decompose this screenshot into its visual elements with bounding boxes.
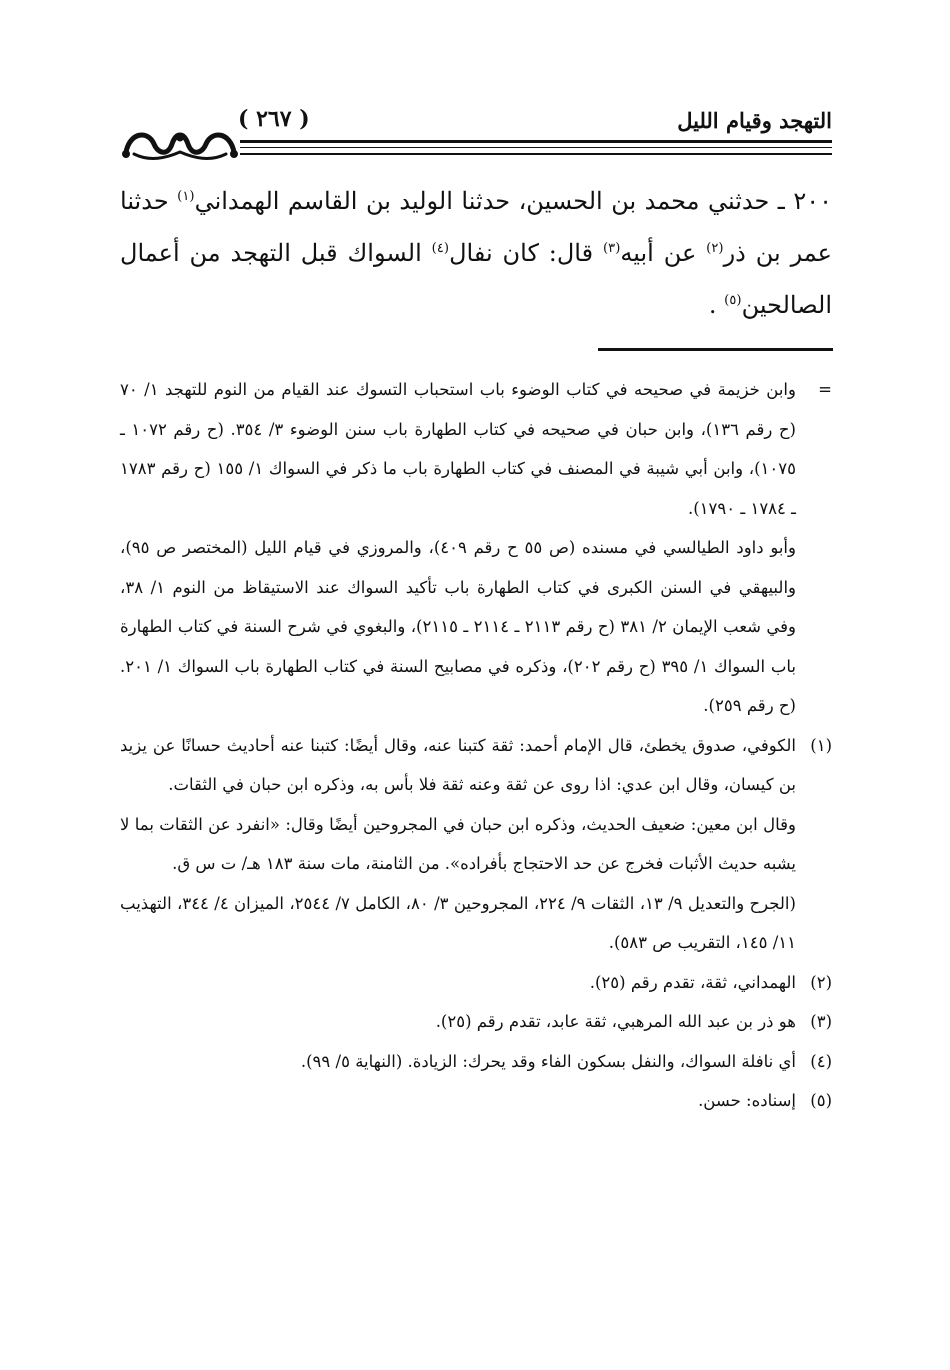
continuation-marker: =	[818, 380, 832, 399]
hadith-200	[120, 175, 832, 331]
hadith-text-a: عن أبيه	[620, 239, 707, 267]
footnote-1-para3: (الجرح والتعديل ٩/ ١٣، الثقات ٩/ ٢٢٤، المجروحين ٣/ ٨٠، الكامل ٧/ ٢٥٤٤، الميزان ٤/ ٣٤٤، التهذيب ١١/ ١٤٥، التقريب ص ٥٨٣).	[120, 893, 796, 952]
footnote-2-number: (٢)	[810, 972, 832, 992]
hadith-chain-cont: حدثنا عمر بن ذر	[120, 187, 833, 267]
footnote-4-number: (٤)	[810, 1051, 832, 1071]
footnote-1-text: الكوفي، صدوق يخطئ، قال الإمام أحمد: ثقة كتبنا عنه، وقال أيضًا: كتبنا عنه أحاديث حسانًا عن يزيد بن كيسان، وقال ابن عدي: اذا روى عن ثقة وعنه ثقة فلا بأس به، وذكره ابن حبان في الثقات.	[120, 735, 796, 794]
footnote-ref-3: (٣)	[602, 241, 621, 256]
hadith-chain-start: ٢٠٠ ـ حدثني محمد بن الحسين، حدثنا الوليد بن القاسم الهمداني	[194, 187, 832, 215]
hadith-text-c: السواك قبل التهجد من أعمال الصالحين	[120, 239, 832, 319]
footnote-5	[120, 1081, 832, 1121]
header-rule-bottom	[240, 153, 832, 155]
footnote-1	[120, 726, 832, 805]
footnote-5-text: إسناده: حسن.	[698, 1091, 796, 1110]
footnote-ref-5: (٥)	[724, 293, 742, 308]
footnote-2	[120, 963, 832, 1003]
footnote-5-number: (٥)	[810, 1091, 832, 1110]
footnotes	[120, 370, 832, 1121]
footnote-ref-2: (٢)	[706, 241, 724, 256]
footnote-separator	[598, 348, 833, 351]
footnote-1-number: (١)	[810, 735, 832, 755]
footnote-continuation-text: وابن خزيمة في صحيحه في كتاب الوضوء باب استحباب التسوك عند القيام من النوم للتهجد ١/ ٧٠ (ح رقم ١٣٦)، وابن حبان في صحيحه في كتاب الطهارة باب سنن الوضوء ٣/ ٣٥٤. (ح رقم ١٠٧٢ ـ ١٠٧٥)، وابن أبي شيبة في المصنف في كتاب الطهارة باب ما ذكر في السواك ١/ ١٥٥ (ح رقم ١٧٨٣ ـ ١٧٨٤ ـ ١٧٩٠).	[120, 380, 796, 518]
footnote-2-text: الهمداني، ثقة، تقدم رقم (٢٥).	[589, 972, 796, 992]
footnote-continuation	[120, 370, 832, 528]
header-rule-thick	[240, 140, 832, 143]
footnote-ref-4: (٤)	[431, 241, 450, 256]
footnote-4-text: أي نافلة السواك، والنفل بسكون الفاء وقد يحرك: الزيادة. (النهاية ٥/ ٩٩).	[300, 1051, 796, 1071]
footnote-continuation-para2: وأبو داود الطيالسي في مسنده (ص ٥٥ ح رقم ٤٠٩)، والمروزي في قيام الليل (المختصر ص ٩٥)، والبيهقي في السنن الكبرى في كتاب الطهارة باب تأكيد السواك عند الاستيقاظ من النوم ١/ ٣٨، وفي شعب الإيمان ٢/ ٣٨١ (ح رقم ٢١١٣ ـ ٢١١٤ ـ ٢١١٥)، والبغوي في شرح السنة في كتاب الطهارة باب السواك ١/ ٣٩٥ (ح رقم ٢٠٢)، وذكره في مصابيح السنة في كتاب الطهارة باب السواك ١/ ٢٠١. (ح رقم ٢٥٩).	[120, 538, 797, 715]
footnote-3-number: (٣)	[810, 1012, 832, 1031]
header-rule-thin	[240, 147, 832, 148]
main-text	[120, 175, 832, 331]
hadith-text-b: قال: كان نفال	[449, 239, 603, 267]
running-header-title: التهجد وقيام الليل	[677, 108, 832, 133]
footnote-3-text: هو ذر بن عبد الله المرهبي، ثقة عابد، تقدم رقم (٢٥).	[435, 1012, 796, 1031]
footnote-4	[120, 1042, 832, 1082]
hadith-end: .	[708, 291, 725, 319]
footnote-ref-1: (١)	[177, 189, 195, 204]
footnote-1-para2: وقال ابن معين: ضعيف الحديث، وذكره ابن حبان في المجروحين أيضًا وقال: «انفرد عن الثقات بما لا يشبه حديث الأثبات فخرج عن حد الاحتجاج بأفراده». من الثامنة، مات سنة ١٨٣ هـ/ ت س ق.	[120, 814, 796, 873]
page-number: ( ٢٦٧ )	[238, 106, 310, 132]
header-ornament-icon	[120, 122, 240, 166]
footnote-3	[120, 1002, 832, 1042]
